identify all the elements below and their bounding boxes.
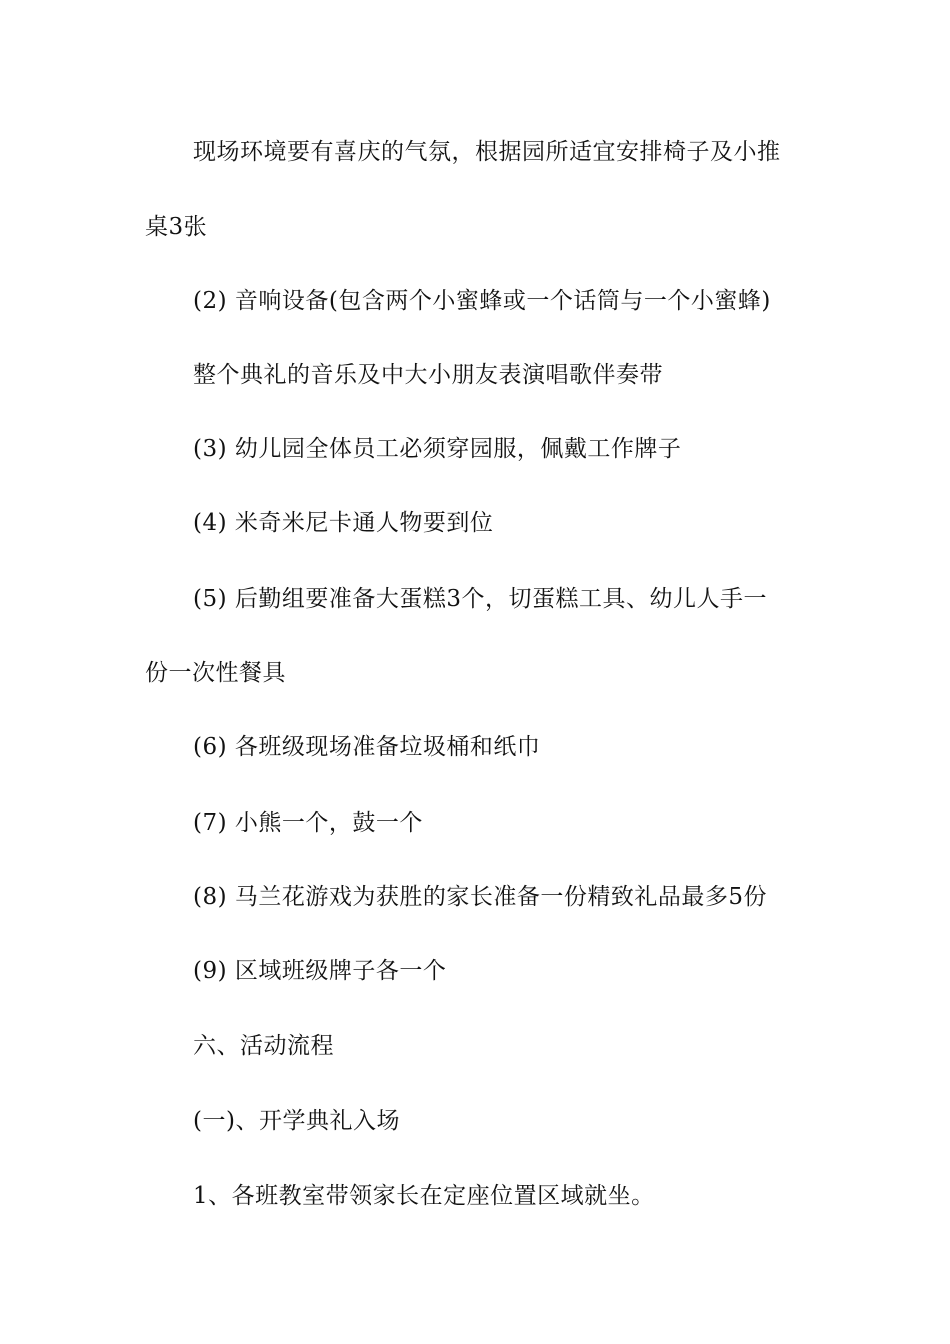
list-item-6: (6) 各班级现场准备垃圾桶和纸巾 bbox=[193, 734, 541, 760]
list-item-3: (3) 幼儿园全体员工必须穿园服，佩戴工作牌子 bbox=[193, 436, 682, 462]
paragraph-line-1: 现场环境要有喜庆的气氛，根据园所适宜安排椅子及小推 bbox=[193, 139, 781, 165]
list-item-5-continued: 份一次性餐具 bbox=[145, 660, 286, 686]
list-item-4: (4) 米奇米尼卡通人物要到位 bbox=[193, 510, 494, 536]
paragraph-line-2: 桌3张 bbox=[145, 214, 208, 240]
paragraph-line-3: 整个典礼的音乐及中大小朋友表演唱歌伴奏带 bbox=[193, 362, 663, 388]
list-item-2: (2) 音响设备(包含两个小蜜蜂或一个话筒与一个小蜜蜂) bbox=[193, 288, 771, 314]
list-item-8: (8) 马兰花游戏为获胜的家长准备一份精致礼品最多5份 bbox=[193, 884, 768, 910]
list-item-5: (5) 后勤组要准备大蛋糕3个，切蛋糕工具、幼儿人手一 bbox=[193, 586, 768, 612]
list-item-9: (9) 区域班级牌子各一个 bbox=[193, 958, 447, 984]
section-heading: 六、活动流程 bbox=[193, 1033, 334, 1059]
subsection-heading: (一)、开学典礼入场 bbox=[193, 1108, 400, 1134]
step-item-1: 1、各班教室带领家长在定座位置区域就坐。 bbox=[193, 1183, 655, 1209]
list-item-7: (7) 小熊一个，鼓一个 bbox=[193, 810, 423, 836]
